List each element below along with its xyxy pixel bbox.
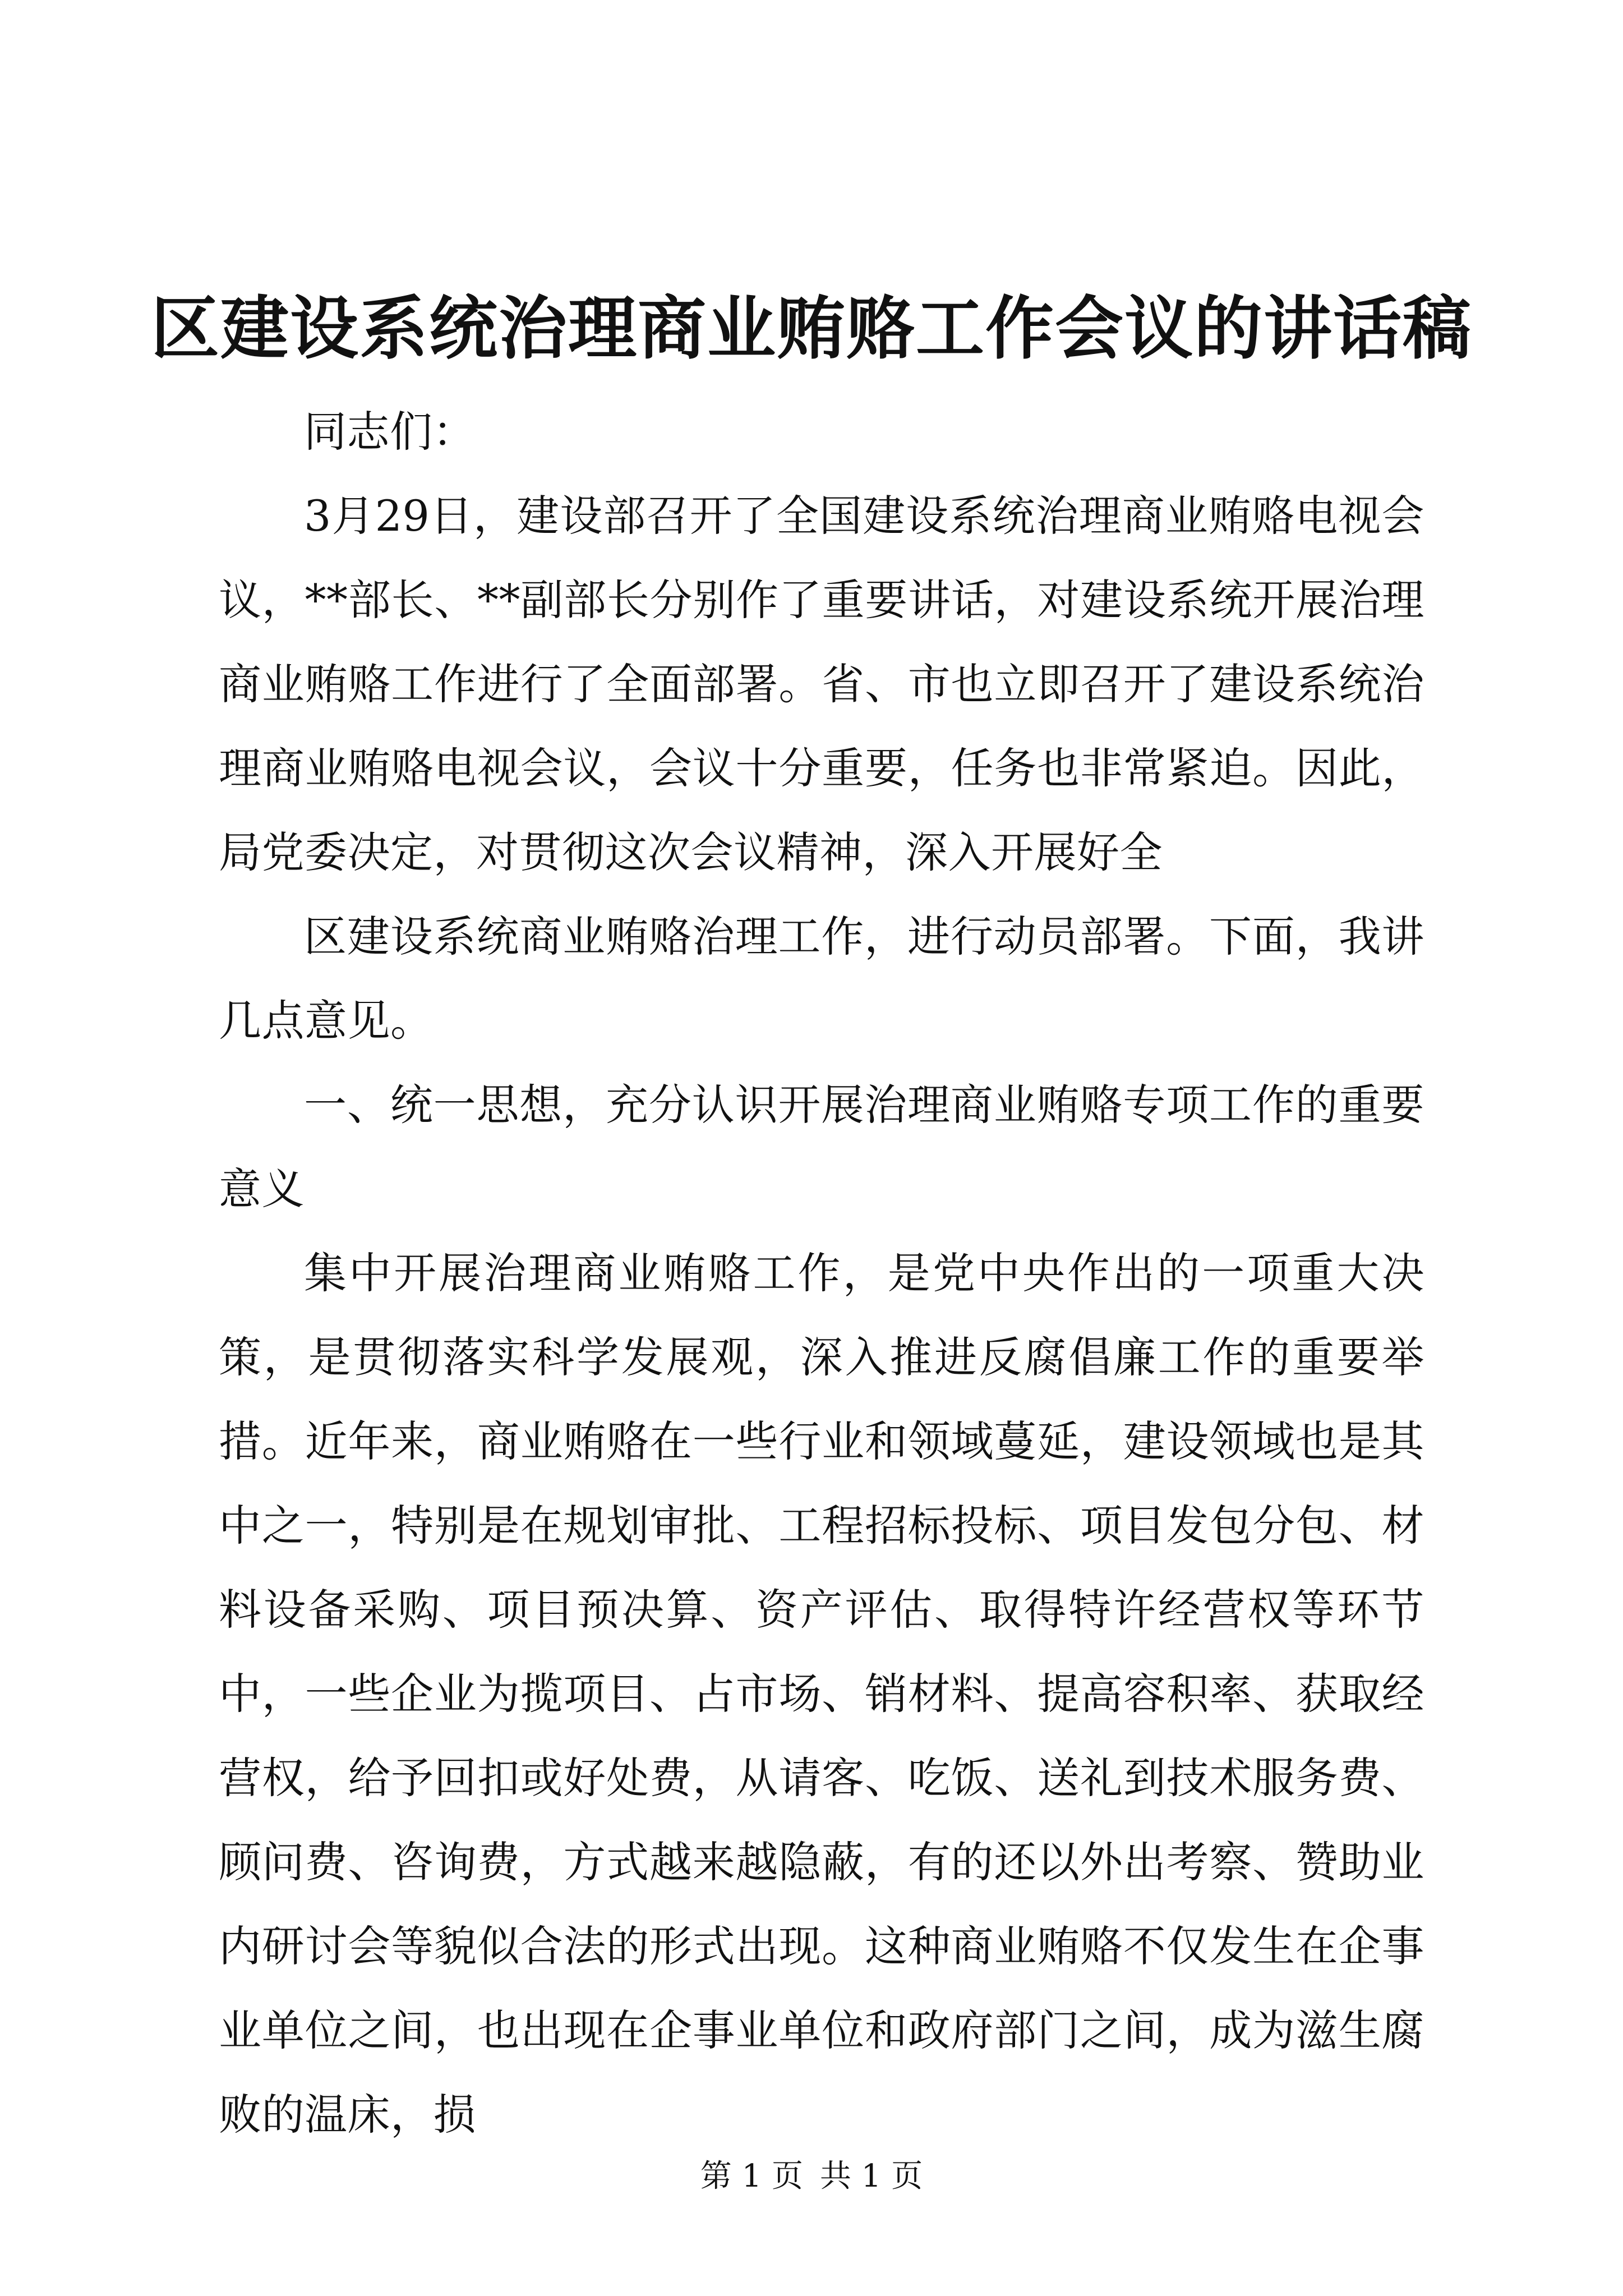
page-number: 第 1 页 bbox=[700, 2158, 803, 2194]
page-footer bbox=[0, 2157, 1623, 2196]
body-paragraph: 3月29日，建设部召开了全国建设系统治理商业贿赂电视会议，**部长、**副部长分别作了重要讲话，对建设系统开展治理商业贿赂工作进行了全面部署。省、市也立即召开了建设系统治理商业贿赂电视会议，会议十分重要，任务也非常紧迫。因此，局党委决定，对贯彻这次会议精神，深入开展好全 bbox=[219, 491, 1424, 877]
salutation-paragraph: 同志们： bbox=[304, 407, 476, 457]
section-heading: 一、统一思想，充分认识开展治理商业贿赂专项工作的重要意义 bbox=[219, 1080, 1424, 1214]
page-total: 共 1 页 bbox=[820, 2158, 923, 2194]
document-title: 区建设系统治理商业贿赂工作会议的讲话稿 bbox=[151, 288, 1472, 369]
document-body bbox=[219, 390, 1424, 2157]
body-paragraph: 集中开展治理商业贿赂工作，是党中央作出的一项重大决策，是贯彻落实科学发展观，深入推进反腐倡廉工作的重要举措。近年来，商业贿赂在一些行业和领域蔓延，建设领域也是其中之一，特别是在规划审批、工程招标投标、项目发包分包、材料设备采购、项目预决算、资产评估、取得特许经营权等环节中，一些企业为揽项目、占市场、销材料、提高容积率、获取经营权，给予回扣或好处费，从请客、吃饭、送礼到技术服务费、顾问费、咨询费，方式越来越隐蔽，有的还以外出考察、赞助业内研讨会等貌似合法的形式出现。这种商业贿赂不仅发生在企事业单位之间，也出现在企事业单位和政府部门之间，成为滋生腐败的温床，损 bbox=[219, 1248, 1424, 2139]
body-paragraph: 区建设系统商业贿赂治理工作，进行动员部署。下面，我讲几点意见。 bbox=[219, 912, 1424, 1046]
